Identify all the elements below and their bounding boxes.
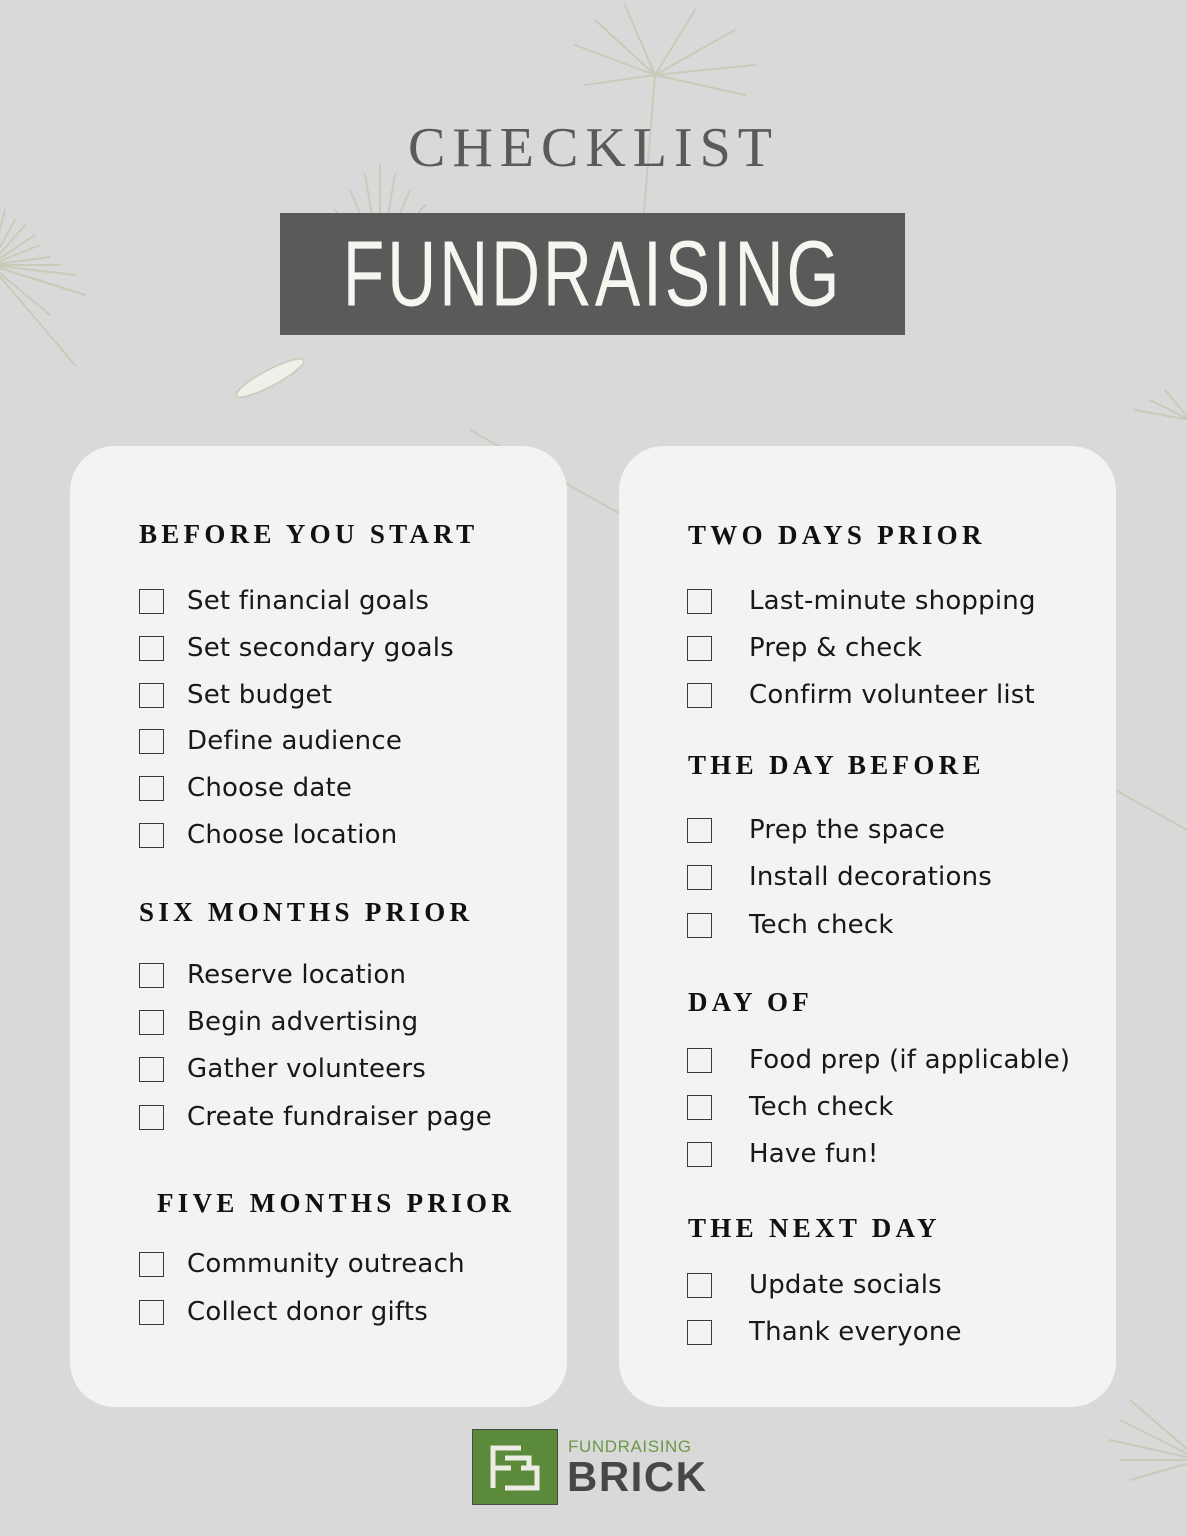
list-item[interactable] [139,1002,418,1042]
fundraising-brick-logo [472,1429,717,1505]
checkbox[interactable] [687,1048,712,1073]
list-item[interactable] [687,1040,1070,1080]
item-label: Choose date [187,773,353,803]
checkbox[interactable] [139,729,164,754]
checkbox[interactable] [139,823,164,848]
item-label: Set budget [187,680,333,710]
item-label: Gather volunteers [187,1054,426,1084]
section-title-the-next-day: THE NEXT DAY [688,1213,941,1243]
list-item[interactable] [687,810,945,850]
checkbox[interactable] [139,1057,164,1082]
checkbox[interactable] [687,589,712,614]
checkbox[interactable] [139,963,164,988]
section-title-six-months-prior: SIX MONTHS PRIOR [139,897,474,927]
list-item[interactable] [139,1049,426,1089]
item-label: Tech check [749,1092,894,1122]
list-item[interactable] [687,1134,878,1174]
checklist-subtitle: CHECKLIST [408,117,779,179]
list-item[interactable] [687,1087,894,1127]
checklist-card-left [70,446,567,1407]
list-item[interactable] [139,675,332,715]
section-title-five-months-prior: FIVE MONTHS PRIOR [157,1188,516,1218]
list-item[interactable] [687,581,1036,621]
checkbox[interactable] [139,636,164,661]
checkbox[interactable] [687,818,712,843]
checkbox[interactable] [687,683,712,708]
item-label: Reserve location [187,960,407,990]
logo-text-brick: BRICK [567,1453,708,1500]
item-label: Prep the space [749,815,946,845]
list-item[interactable] [687,905,894,945]
item-label: Update socials [749,1270,942,1300]
checkbox[interactable] [687,1273,712,1298]
list-item[interactable] [139,955,406,995]
list-item[interactable] [139,1244,465,1284]
checkbox[interactable] [687,1142,712,1167]
list-item[interactable] [139,768,352,808]
list-item[interactable] [139,1292,428,1332]
list-item[interactable] [687,1312,962,1352]
item-label: Define audience [187,726,403,756]
title-banner [280,213,905,335]
checkbox[interactable] [139,776,164,801]
item-label: Confirm volunteer list [749,680,1035,710]
checkbox[interactable] [139,1300,164,1325]
item-label: Community outreach [187,1249,465,1279]
fb-monogram-icon [472,1429,558,1505]
checklist-card-right [619,446,1116,1407]
checkbox[interactable] [687,913,712,938]
list-item[interactable] [139,815,397,855]
item-label: Food prep (if applicable) [749,1045,1071,1075]
item-label: Begin advertising [187,1007,419,1037]
list-item[interactable] [687,1265,942,1305]
item-label: Have fun! [749,1139,879,1169]
checkbox[interactable] [139,1010,164,1035]
section-title-two-days-prior: TWO DAYS PRIOR [688,520,986,550]
section-title-day-of: DAY OF [688,987,814,1017]
section-title-the-day-before: THE DAY BEFORE [688,750,985,780]
item-label: Install decorations [749,862,993,892]
item-label: Create fundraiser page [187,1102,492,1132]
checkbox[interactable] [687,1320,712,1345]
item-label: Set secondary goals [187,633,454,663]
item-label: Prep & check [749,633,923,663]
checkbox[interactable] [139,589,164,614]
item-label: Set financial goals [187,586,430,616]
list-item[interactable] [139,628,454,668]
checkbox[interactable] [687,636,712,661]
checkbox[interactable] [139,1105,164,1130]
section-title-before-you-start: BEFORE YOU START [139,519,479,549]
page-title: FUNDRAISING [342,221,843,326]
checkbox[interactable] [687,1095,712,1120]
list-item[interactable] [687,857,992,897]
list-item[interactable] [687,675,1035,715]
item-label: Last-minute shopping [749,586,1036,616]
list-item[interactable] [139,721,402,761]
checkbox[interactable] [687,865,712,890]
list-item[interactable] [139,581,429,621]
item-label: Thank everyone [749,1317,962,1347]
item-label: Collect donor gifts [187,1297,428,1327]
list-item[interactable] [139,1097,492,1137]
list-item[interactable] [687,628,922,668]
checkbox[interactable] [139,683,164,708]
checkbox[interactable] [139,1252,164,1277]
item-label: Choose location [187,820,398,850]
logo-text-fundraising: FUNDRAISING [568,1437,692,1456]
item-label: Tech check [749,910,894,940]
